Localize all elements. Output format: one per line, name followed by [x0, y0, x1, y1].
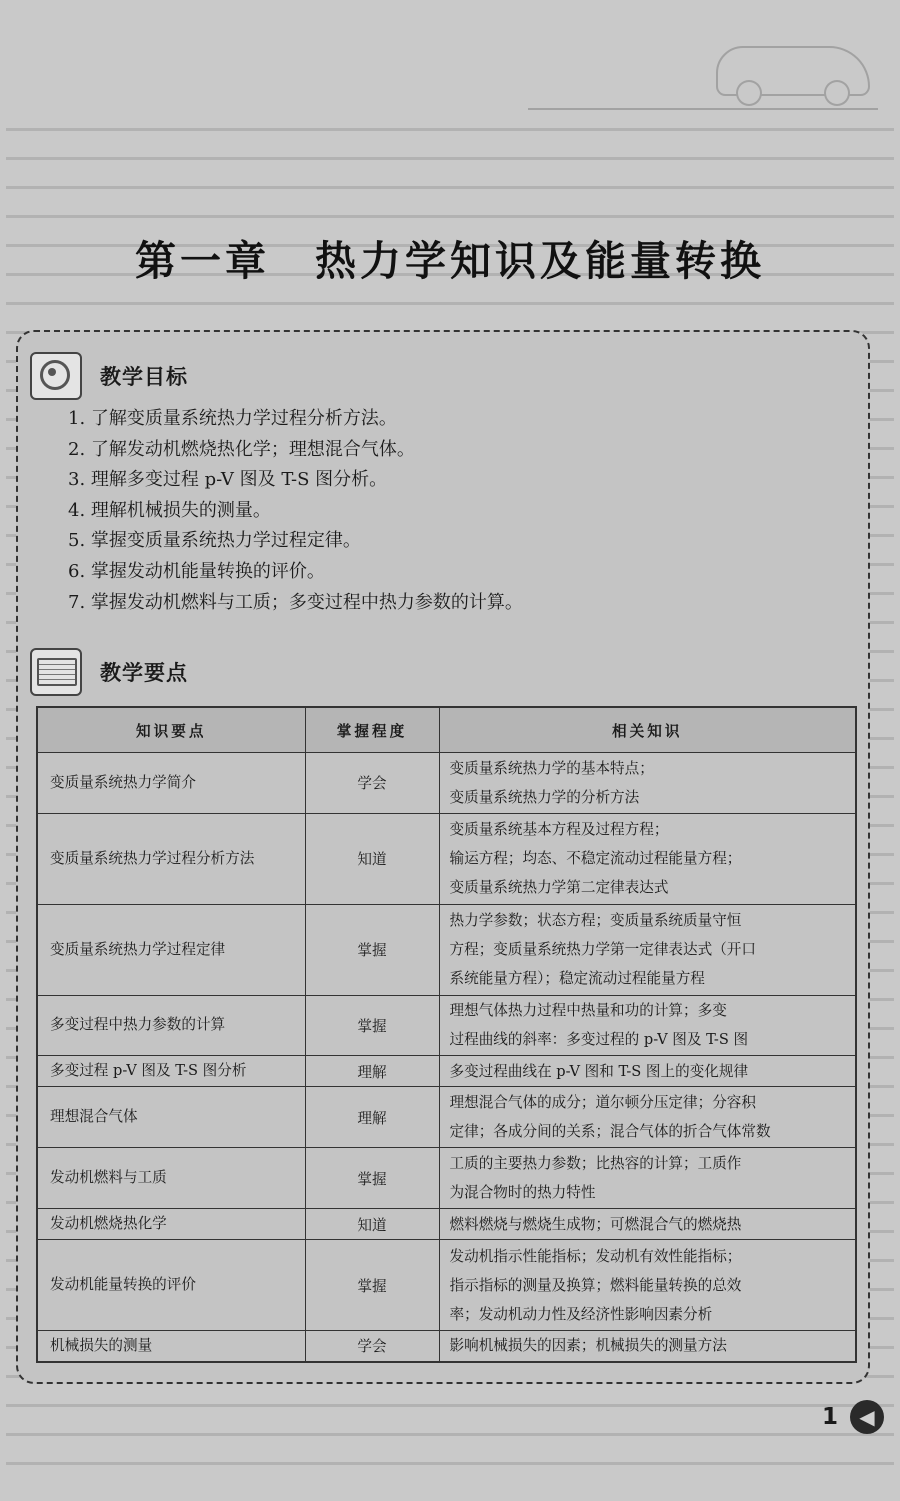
key-points-title: 教学要点 — [100, 661, 188, 685]
related-knowledge-line: 燃料燃烧与燃烧生成物；可燃混合气的燃烧热 — [449, 1215, 742, 1233]
column-header: 相关知识 — [439, 707, 856, 753]
objective-item: 4. 理解机械损失的测量。 — [68, 499, 271, 521]
related-knowledge-cell — [439, 1330, 856, 1362]
bleed-line — [6, 215, 894, 218]
mastery-level-cell: 知道 — [305, 813, 439, 904]
table-header-row — [37, 707, 856, 753]
knowledge-point-cell: 多变过程中热力参数的计算 — [37, 995, 305, 1056]
table-row — [37, 1056, 856, 1087]
knowledge-point-cell: 变质量系统热力学简介 — [37, 753, 305, 814]
bleed-line — [6, 1433, 894, 1436]
bleed-line — [6, 1462, 894, 1465]
bleed-line — [6, 186, 894, 189]
knowledge-point-cell: 理想混合气体 — [37, 1087, 305, 1148]
related-knowledge-cell — [439, 995, 856, 1056]
mastery-level-cell: 理解 — [305, 1087, 439, 1148]
mastery-level-cell: 掌握 — [305, 1240, 439, 1331]
related-knowledge-line: 影响机械损失的因素；机械损失的测量方法 — [449, 1337, 727, 1355]
table-row — [37, 1240, 856, 1331]
key-points-header — [30, 648, 188, 696]
knowledge-point-cell: 发动机能量转换的评价 — [37, 1240, 305, 1331]
table-row — [37, 1209, 856, 1240]
related-knowledge-line: 为混合物时的热力特性 — [449, 1184, 596, 1202]
knowledge-point-cell: 机械损失的测量 — [37, 1330, 305, 1362]
book-icon — [30, 648, 82, 696]
target-icon — [30, 352, 82, 400]
key-points-table — [36, 706, 857, 1363]
knowledge-point-cell: 发动机燃烧热化学 — [37, 1209, 305, 1240]
table-row — [37, 753, 856, 814]
related-knowledge-cell — [439, 1056, 856, 1087]
table-row — [37, 904, 856, 995]
knowledge-point-cell: 变质量系统热力学过程定律 — [37, 904, 305, 995]
related-knowledge-line: 理想气体热力过程中热量和功的计算；多变 — [449, 1002, 727, 1020]
related-knowledge-cell — [439, 1087, 856, 1148]
objective-item: 1. 了解变质量系统热力学过程分析方法。 — [68, 408, 397, 429]
mastery-level-cell: 学会 — [305, 1330, 439, 1362]
related-knowledge-cell — [439, 1240, 856, 1331]
objective-item: 7. 掌握发动机燃料与工质；多变过程中热力参数的计算。 — [68, 591, 523, 613]
mastery-level-cell: 学会 — [305, 753, 439, 814]
objective-item: 6. 掌握发动机能量转换的评价。 — [68, 560, 325, 582]
table-row — [37, 1087, 856, 1148]
mastery-level-cell: 掌握 — [305, 995, 439, 1056]
related-knowledge-line: 变质量系统热力学的分析方法 — [449, 788, 640, 806]
mastery-level-cell: 掌握 — [305, 1148, 439, 1209]
related-knowledge-line: 变质量系统热力学的基本特点； — [449, 759, 654, 777]
bleed-line — [6, 157, 894, 160]
table-row — [37, 995, 856, 1056]
objective-item: 3. 理解多变过程 p-V 图及 T-S 图分析。 — [68, 469, 388, 491]
knowledge-point-cell: 多变过程 p-V 图及 T-S 图分析 — [37, 1056, 305, 1087]
objectives-header — [30, 352, 188, 400]
table-row — [37, 1330, 856, 1362]
bleed-line — [6, 302, 894, 305]
table-row — [37, 1148, 856, 1209]
car-logo-icon — [716, 46, 870, 96]
related-knowledge-line: 变质量系统基本方程及过程方程； — [449, 821, 669, 839]
arrow-left-icon: ◀ — [850, 1400, 884, 1434]
related-knowledge-line: 发动机指示性能指标；发动机有效性能指标； — [449, 1247, 742, 1265]
related-knowledge-cell — [439, 753, 856, 814]
page-number: 1 — [822, 1404, 839, 1430]
related-knowledge-cell — [439, 813, 856, 904]
objectives-list — [68, 404, 523, 618]
objective-item: 2. 了解发动机燃烧热化学；理想混合气体。 — [68, 438, 415, 460]
objective-item: 5. 掌握变质量系统热力学过程定律。 — [68, 530, 361, 552]
related-knowledge-line: 过程曲线的斜率：多变过程的 p-V 图及 T-S 图 — [449, 1031, 749, 1049]
related-knowledge-line: 输运方程；均态、不稳定流动过程能量方程； — [449, 850, 742, 868]
related-knowledge-line: 工质的主要热力参数；比热容的计算；工质作 — [449, 1155, 742, 1173]
related-knowledge-cell — [439, 1148, 856, 1209]
column-header: 知识要点 — [37, 707, 305, 753]
objectives-title: 教学目标 — [100, 365, 188, 389]
running-header-ghost — [528, 46, 878, 110]
column-header: 掌握程度 — [305, 707, 439, 753]
mastery-level-cell: 知道 — [305, 1209, 439, 1240]
related-knowledge-line: 变质量系统热力学第二定律表达式 — [449, 879, 669, 897]
chapter-title: 第一章 热力学知识及能量转换 — [135, 237, 765, 285]
bleed-line — [6, 1404, 894, 1407]
mastery-level-cell: 掌握 — [305, 904, 439, 995]
related-knowledge-line: 率；发动机动力性及经济性影响因素分析 — [449, 1305, 713, 1323]
related-knowledge-line: 定律；各成分间的关系；混合气体的折合气体常数 — [449, 1123, 771, 1141]
related-knowledge-line: 方程；变质量系统热力学第一定律表达式（开口 — [449, 941, 756, 959]
related-knowledge-cell — [439, 904, 856, 995]
mastery-level-cell: 理解 — [305, 1056, 439, 1087]
related-knowledge-line: 指示指标的测量及换算；燃料能量转换的总效 — [449, 1276, 742, 1294]
related-knowledge-line: 热力学参数；状态方程；变质量系统质量守恒 — [449, 912, 742, 930]
knowledge-point-cell: 变质量系统热力学过程分析方法 — [37, 813, 305, 904]
related-knowledge-line: 理想混合气体的成分；道尔顿分压定律；分容积 — [449, 1094, 756, 1112]
related-knowledge-line: 系统能量方程）；稳定流动过程能量方程 — [449, 970, 705, 988]
bleed-line — [6, 128, 894, 131]
related-knowledge-cell — [439, 1209, 856, 1240]
related-knowledge-line: 多变过程曲线在 p-V 图和 T-S 图上的变化规律 — [449, 1062, 749, 1080]
table-row — [37, 813, 856, 904]
knowledge-point-cell: 发动机燃料与工质 — [37, 1148, 305, 1209]
